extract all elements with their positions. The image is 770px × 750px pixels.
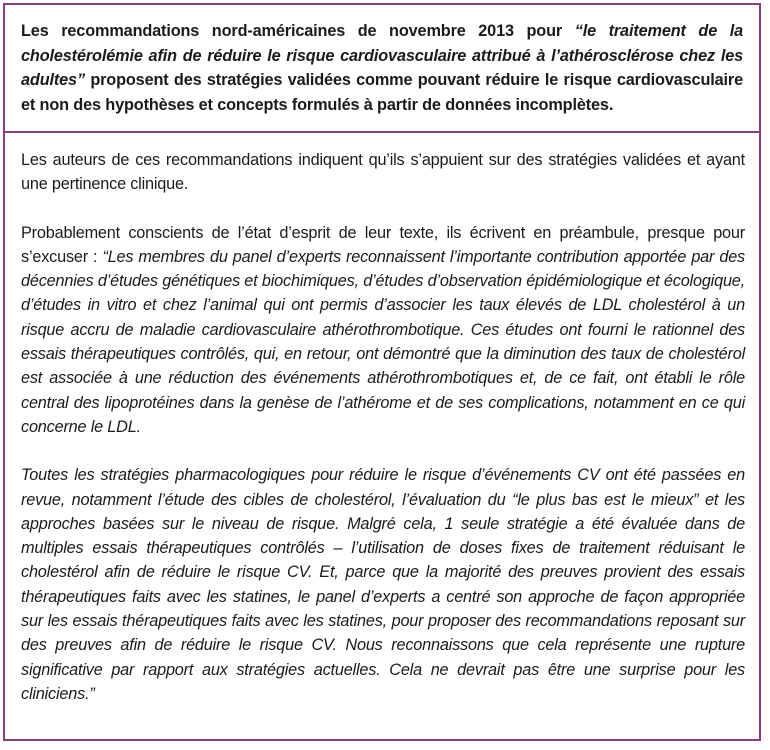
document-frame	[3, 3, 761, 741]
paragraph-2	[21, 221, 745, 440]
paragraph-3	[21, 463, 745, 706]
summary-rest: proposent des stratégies validées comme pouvant réduire le risque cardiovasculaire et non des hypothèses et concepts formulés à partir de données incomplètes.	[21, 71, 743, 114]
summary-intro: Les recommandations nord-américaines de novembre 2013 pour	[21, 22, 575, 40]
paragraph-2-intro: Probablement conscients de l’état d’esprit de leur texte, ils écrivent en préambule, presque pour s’excuser :	[21, 223, 745, 266]
summary-quote: “le traitement de la cholestérolémie afin de réduire le risque cardiovasculaire attribué à l’athérosclérose chez les adultes”	[21, 22, 743, 89]
summary-box	[5, 5, 759, 133]
summary-text	[21, 19, 743, 117]
paragraph-1: Les auteurs de ces recommandations indiquent qu’ils s’appuient sur des stratégies validées et ayant une pertinence clinique.	[21, 151, 745, 194]
paragraph-2-quote: “Les membres du panel d’experts reconnaissent l’importante contribution apportée par des décennies d’études génétiques et biochimiques, d’études d’observation épidémiologique et écologique, d’études in vitro et chez l’animal qui ont permis d’associer les taux élevés de LDL cholestérol à un risque accru de maladie cardiovasculaire athérothrombotique. Ces études ont fourni le rationnel des essais thérapeutiques contrôlés, qui, en retour, ont démontré que la diminution des taux de cholestérol est associée à une réduction des événements athérothrombotiques et, de ce fait, ont établi le rôle central des lipoprotéines dans la genèse de l’athérome et de ses complications, notamment en ce qui concerne le LDL.	[21, 247, 745, 436]
body-box	[5, 133, 759, 706]
paragraph-3-quote: Toutes les stratégies pharmacologiques pour réduire le risque d’événements CV ont été passées en revue, notamment l’étude des cibles de cholestérol, l’évaluation du “le plus bas est le mieux” et les approches basées sur le niveau de risque. Malgré cela, 1 seule stratégie a été évaluée dans de multiples essais thérapeutiques contrôlés – l’utilisation de doses fixes de traitement réduisant le cholestérol afin de réduire le risque CV. Et, parce que la majorité des preuves provient des essais thérapeutiques faits avec les statines, le panel d’experts a centré son approche de façon appropriée sur les essais thérapeutiques faits avec les statines, pour proposer des recommandations reposant sur des preuves afin de réduire le risque CV. Nous reconnaissons que cela représente une rupture significative par rapport aux stratégies actuelles. Cela ne devrait pas être une surprise pour les cliniciens.”	[21, 466, 745, 703]
